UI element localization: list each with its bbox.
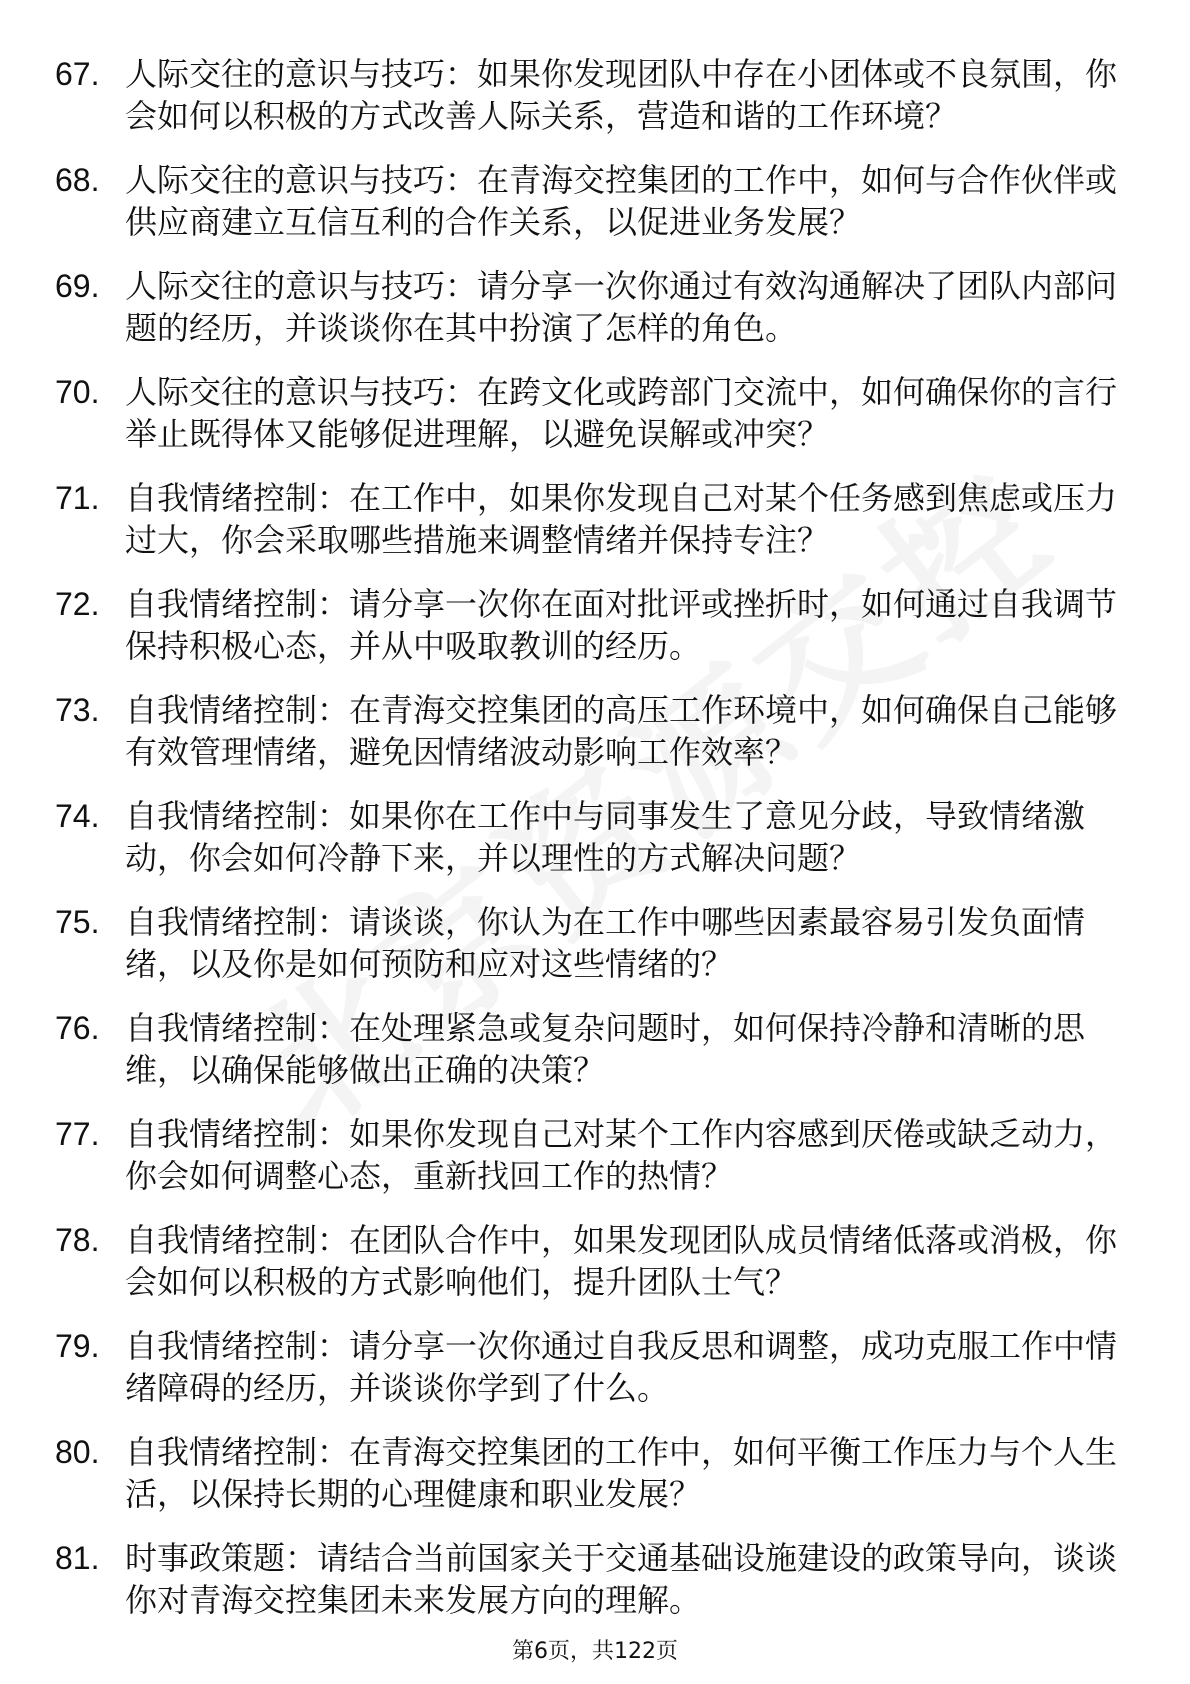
question-text: 自我情绪控制：在团队合作中，如果发现团队成员情绪低落或消极，你会如何以积极的方式影响他们，提升团队士气？ xyxy=(125,1221,1118,1301)
list-item xyxy=(55,53,1135,137)
list-item xyxy=(55,1431,1135,1515)
question-text: 人际交往的意识与技巧：如果你发现团队中存在小团体或不良氛围，你会如何以积极的方式改善人际关系，营造和谐的工作环境？ xyxy=(125,55,1118,135)
list-item xyxy=(55,159,1135,243)
question-text: 自我情绪控制：在处理紧急或复杂问题时，如何保持冷静和清晰的思维，以确保能够做出正确的决策？ xyxy=(125,1009,1086,1089)
question-number: 71. xyxy=(55,480,100,516)
question-text: 自我情绪控制：在工作中，如果你发现自己对某个任务感到焦虑或压力过大，你会采取哪些措施来调整情绪并保持专注？ xyxy=(125,479,1118,559)
question-number: 81. xyxy=(55,1540,100,1576)
question-number: 68. xyxy=(55,162,100,198)
question-text: 自我情绪控制：在青海交控集团的高压工作环境中，如何确保自己能够有效管理情绪，避免因情绪波动影响工作效率？ xyxy=(125,691,1118,771)
list-item xyxy=(55,1537,1135,1621)
list-item xyxy=(55,1113,1135,1197)
question-text: 时事政策题：请结合当前国家关于交通基础设施建设的政策导向，谈谈你对青海交控集团未来发展方向的理解。 xyxy=(125,1539,1118,1619)
question-number: 67. xyxy=(55,56,100,92)
list-item xyxy=(55,583,1135,667)
list-item xyxy=(55,265,1135,349)
question-text: 自我情绪控制：如果你发现自己对某个工作内容感到厌倦或缺乏动力，你会如何调整心态，重新找回工作的热情？ xyxy=(125,1115,1118,1195)
page-footer: 第6页，共122页 xyxy=(512,1639,678,1664)
list-item xyxy=(55,795,1135,879)
question-list xyxy=(55,53,1135,1643)
list-item xyxy=(55,1325,1135,1409)
question-number: 76. xyxy=(55,1010,100,1046)
list-item xyxy=(55,477,1135,561)
question-text: 人际交往的意识与技巧：请分享一次你通过有效沟通解决了团队内部问题的经历，并谈谈你在其中扮演了怎样的角色。 xyxy=(125,267,1118,347)
question-text: 人际交往的意识与技巧：在跨文化或跨部门交流中，如何确保你的言行举止既得体又能够促进理解，以避免误解或冲突？ xyxy=(125,373,1118,453)
question-number: 79. xyxy=(55,1328,100,1364)
list-item xyxy=(55,371,1135,455)
question-text: 自我情绪控制：请分享一次你通过自我反思和调整，成功克服工作中情绪障碍的经历，并谈谈你学到了什么。 xyxy=(125,1327,1118,1407)
list-item xyxy=(55,1007,1135,1091)
list-item xyxy=(55,1219,1135,1303)
question-number: 72. xyxy=(55,586,100,622)
list-item xyxy=(55,901,1135,985)
question-number: 73. xyxy=(55,692,100,728)
question-text: 自我情绪控制：如果你在工作中与同事发生了意见分歧，导致情绪激动，你会如何冷静下来，并以理性的方式解决问题？ xyxy=(125,797,1086,877)
question-text: 自我情绪控制：请谈谈，你认为在工作中哪些因素最容易引发负面情绪，以及你是如何预防和应对这些情绪的？ xyxy=(125,903,1086,983)
question-number: 74. xyxy=(55,798,100,834)
question-number: 77. xyxy=(55,1116,100,1152)
question-text: 人际交往的意识与技巧：在青海交控集团的工作中，如何与合作伙伴或供应商建立互信互利的合作关系，以促进业务发展？ xyxy=(125,161,1118,241)
question-number: 78. xyxy=(55,1222,100,1258)
question-text: 自我情绪控制：在青海交控集团的工作中，如何平衡工作压力与个人生活，以保持长期的心理健康和职业发展？ xyxy=(125,1433,1118,1513)
question-text: 自我情绪控制：请分享一次你在面对批评或挫折时，如何通过自我调节保持积极心态，并从中吸取教训的经历。 xyxy=(125,585,1118,665)
question-number: 80. xyxy=(55,1434,100,1470)
list-item xyxy=(55,689,1135,773)
question-number: 69. xyxy=(55,268,100,304)
question-number: 70. xyxy=(55,374,100,410)
question-number: 75. xyxy=(55,904,100,940)
